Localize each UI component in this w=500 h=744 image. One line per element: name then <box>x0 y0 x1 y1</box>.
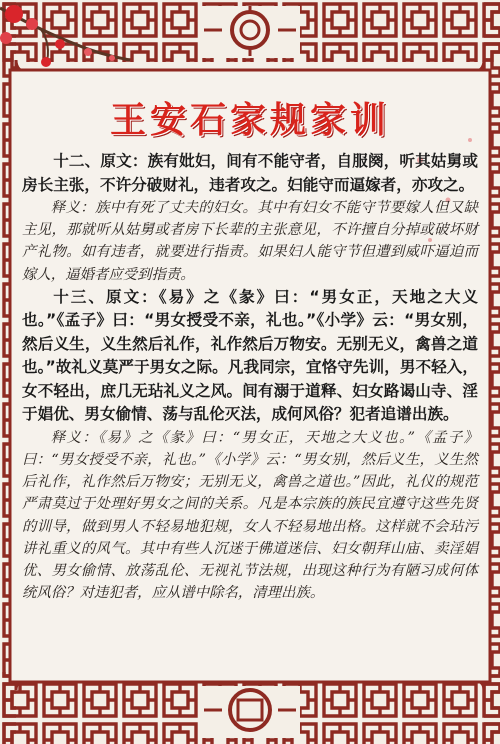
rules-body <box>22 150 478 604</box>
rule-13-original: 十三、原文：《易》之《彖》曰：“男女正，天地之大义也。”《孟子》曰：“男女授受不亲，礼也。”《小学》云：“男女别，然后义生，义生然后礼作，礼作然后万物安。无别无义，禽兽之道也。”故礼义莫严于男女之际。凡我同宗，宜恪守先训，男不轻入，女不轻出，庶几无玷礼义之风。间有溺于道释、妇女路谒山寺、淫于娼优、男女偷情、荡与乱伦灭法，成何风俗？犯者追谱出族。 <box>22 287 478 424</box>
rule-12-original: 十二、原文：族有妣妇，间有不能守者，自服阕，听其姑舅或房长主张，不许分破财礼，违者攻之。妇能守而逼嫁者，亦攻之。 <box>22 152 478 194</box>
page-title: 王安石家规家训 <box>109 99 390 141</box>
rule-13-explanation: 释义：《易》之《彖》曰：“男女正，天地之大义也。”《孟子》曰：“男女授受不亲，礼也。”《小学》云：“男女别，然后义生，义生然后礼作，礼作然后万物安；无别无义，禽兽之道也。”因此，礼仪的规范严肃莫过于处理好男女之间的关系。凡是本宗族的族民宜遵守这些先贤的训导，做到男人不轻易地犯规，女人不轻易地出格。这样就不会玷污讲礼重义的风气。其中有些人沉迷于佛道迷信、妇女朝拜山庙、卖淫娼优、男女偷情、放荡乱伦、无视礼节法规，出现这种行为有陋习成何体统风俗？对违犯者，应从谱中除名，清理出族。 <box>22 429 478 602</box>
rule-12-explanation: 释义：族中有死了丈夫的妇女。其中有妇女不能守节要嫁人但又缺主见，那就听从姑舅或者房下长辈的主张意见，不许擅自分掉或破坏财产礼物。如有违者，就要进行指责。如果妇人能守节但遭到威吓逼迫而嫁人，逼婚者应受到指责。 <box>22 200 478 283</box>
